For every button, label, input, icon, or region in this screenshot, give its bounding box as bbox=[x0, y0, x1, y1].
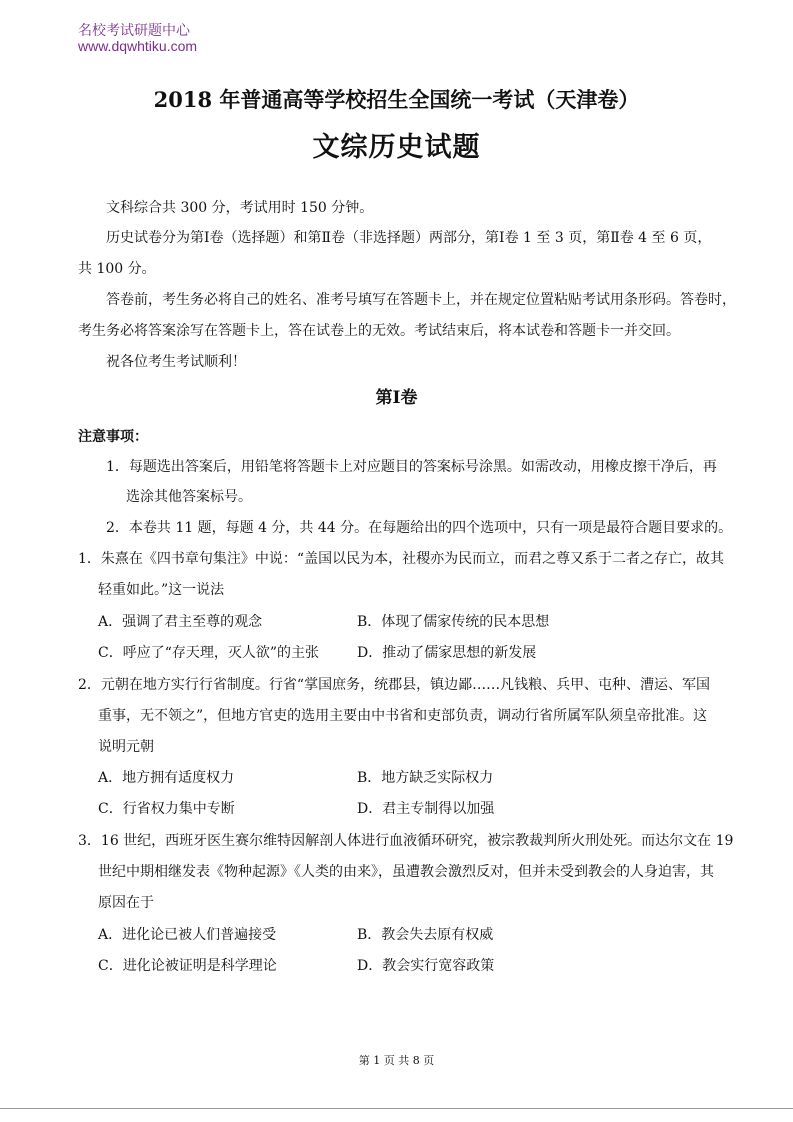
question-2-stem-line2: 重事，无不领之”，但地方官吏的选用主要由中书省和吏部负责，调动行省所属军队须皇帝批准。这 bbox=[98, 708, 708, 724]
question-3-stem-line2: 世纪中期相继发表《物种起源》《人类的由来》，虽遭教会激烈反对，但并未受到教会的人身迫害，其 bbox=[98, 864, 714, 880]
question-3-option-b: B．教会失去原有权威 bbox=[357, 927, 494, 943]
intro-instructions-line2: 考生务必将答案涂写在答题卡上，答在试卷上的无效。考试结束后，将本试卷和答题卡一并交回。 bbox=[78, 323, 680, 339]
question-1-option-b: B．体现了儒家传统的民本思想 bbox=[357, 614, 550, 630]
section-title: 第Ⅰ卷 bbox=[375, 388, 418, 408]
question-3-option-c: C．进化论被证明是科学理论 bbox=[98, 958, 277, 974]
question-1-stem-line2: 轻重如此。”这一说法 bbox=[98, 582, 225, 598]
question-3-stem-line3: 原因在于 bbox=[98, 895, 154, 911]
notice-item-1-line2: 选涂其他答案标号。 bbox=[126, 489, 252, 505]
question-2-option-d: D．君主专制得以加强 bbox=[357, 801, 495, 817]
intro-good-luck: 祝各位考生考试顺利！ bbox=[106, 354, 246, 370]
exam-subtitle: 文综历史试题 bbox=[312, 132, 481, 163]
question-1-option-d: D．推动了儒家思想的新发展 bbox=[357, 645, 537, 661]
question-3-option-a: A．进化论已被人们普遍接受 bbox=[98, 927, 277, 943]
question-2-stem-line3: 说明元朝 bbox=[98, 739, 154, 755]
notice-heading: 注意事项： bbox=[78, 429, 148, 445]
intro-score-time: 文科综合共 300 分，考试用时 150 分钟。 bbox=[106, 200, 374, 216]
question-1-stem-line1: 1．朱熹在《四书章句集注》中说：“盖国以民为本，社稷亦为民而立，而君之尊又系于二者之存亡，故其 bbox=[78, 551, 725, 567]
question-1-option-a: A．强调了君主至尊的观念 bbox=[98, 614, 263, 630]
intro-instructions-line1: 答卷前，考生务必将自己的姓名、准考号填写在答题卡上，并在规定位置粘贴考试用条形码。答卷时， bbox=[106, 292, 736, 308]
question-1-option-c: C．呼应了“存天理，灭人欲”的主张 bbox=[98, 645, 320, 661]
bottom-divider bbox=[0, 1108, 793, 1109]
notice-item-2: 2．本卷共 11 题，每题 4 分，共 44 分。在每题给出的四个选项中，只有一项是最符合题目要求的。 bbox=[106, 520, 733, 536]
question-2-option-a: A．地方拥有适度权力 bbox=[98, 770, 235, 786]
question-2-option-b: B．地方缺乏实际权力 bbox=[357, 770, 494, 786]
exam-title: 2018 年普通高等学校招生全国统一考试（天津卷） bbox=[153, 87, 640, 112]
question-2-stem-line1: 2．元朝在地方实行行省制度。行省“掌国庶务，统郡县，镇边鄙……凡钱粮、兵甲、屯种、漕运、军国 bbox=[78, 677, 711, 693]
question-2-option-c: C．行省权力集中专断 bbox=[98, 801, 235, 817]
intro-structure-line2: 共 100 分。 bbox=[78, 261, 156, 277]
watermark-url[interactable]: www.dqwhtiku.com bbox=[78, 38, 198, 54]
intro-structure-line1: 历史试卷分为第Ⅰ卷（选择题）和第Ⅱ卷（非选择题）两部分，第Ⅰ卷 1 至 3 页，第Ⅱ卷 4 至 6 页， bbox=[106, 230, 712, 246]
watermark-site-name: 名校考试研题中心 bbox=[78, 23, 190, 39]
notice-item-1-line1: 1．每题选出答案后，用铅笔将答题卡上对应题目的答案标号涂黑。如需改动，用橡皮擦干净后，再 bbox=[106, 459, 717, 475]
question-3-option-d: D．教会实行宽容政策 bbox=[357, 958, 495, 974]
page-number: 第 1 页 共 8 页 bbox=[358, 1054, 435, 1067]
question-3-stem-line1: 3．16 世纪，西班牙医生赛尔维特因解剖人体进行血液循环研究，被宗教裁判所火刑处死。而达尔文在 19 bbox=[78, 833, 734, 849]
